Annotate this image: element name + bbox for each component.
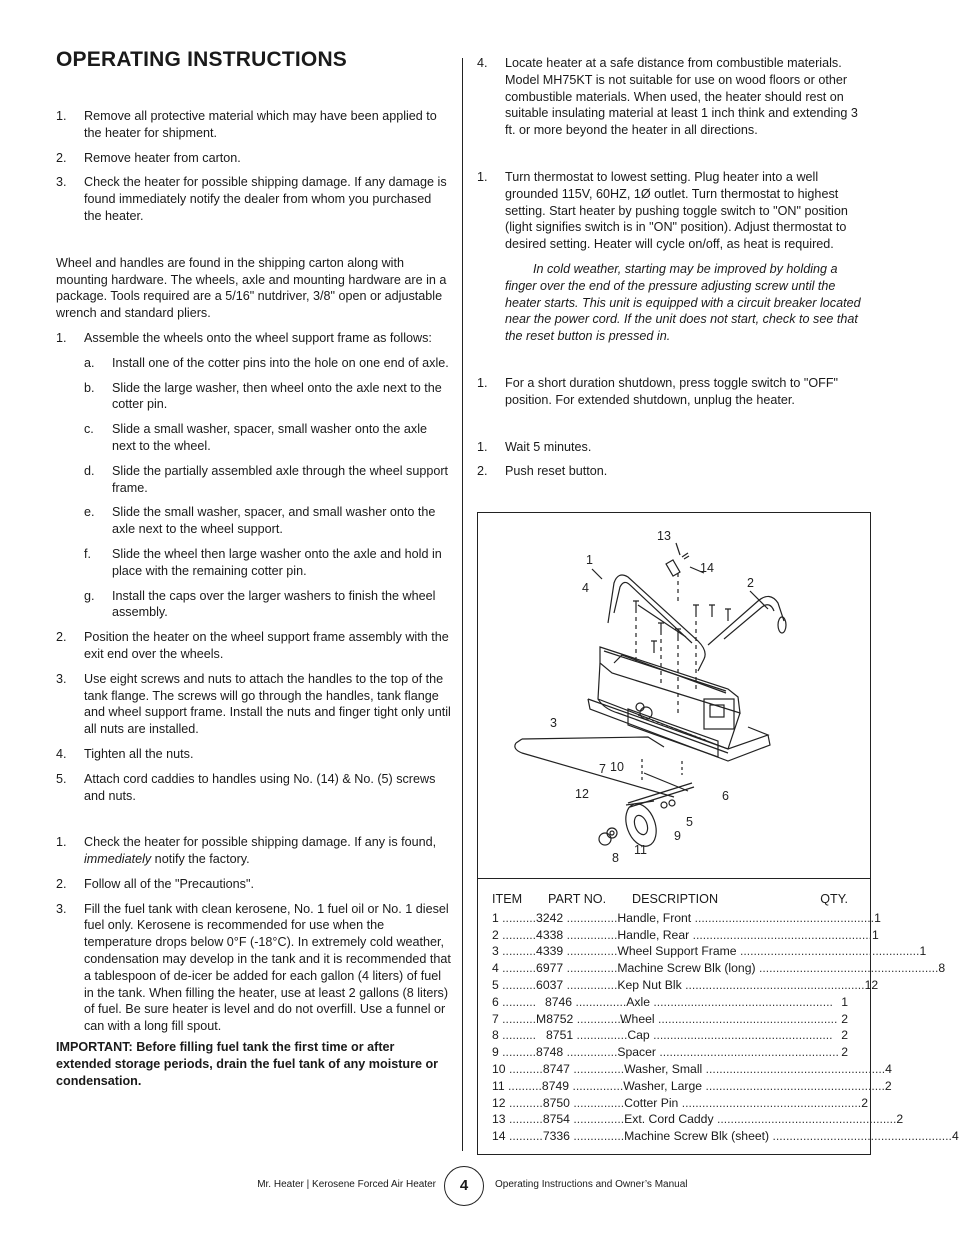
part-item: 4 .......... <box>492 961 537 976</box>
list-item: 2. Follow all of the "Precautions". <box>56 876 254 891</box>
part-item: 9 .......... <box>492 1045 537 1060</box>
svg-text:13: 13 <box>657 529 671 543</box>
part-description: Cap ..................................................... <box>627 1028 833 1043</box>
part-qty: 2 <box>841 1045 848 1060</box>
svg-text:4: 4 <box>582 581 589 595</box>
part-item: 6 .......... <box>492 994 537 1009</box>
part-number: 8754 ............... <box>542 1112 625 1127</box>
part-qty: 2 <box>861 1095 868 1110</box>
part-number: 8748 ............... <box>536 1045 618 1060</box>
assembly-sublist <box>84 355 452 621</box>
important-note: IMPORTANT: Before filling fuel tank the first time or after extended storage periods, drain the fuel tank of any moisture or condensation. <box>56 1040 439 1088</box>
part-number: 7336 ............... <box>542 1129 625 1144</box>
parts-row <box>492 1078 892 1095</box>
part-qty: 2 <box>841 1028 848 1043</box>
part-number: 3242 ............... <box>536 910 618 925</box>
part-qty: 2 <box>896 1112 904 1127</box>
wheel-support-frame <box>515 743 674 797</box>
svg-text:2: 2 <box>747 576 754 590</box>
cap <box>599 833 611 845</box>
part-description: Washer, Small ..................................................... <box>624 1061 886 1076</box>
part-number: 8746 ............... <box>544 994 627 1009</box>
part-number: 8747 ............... <box>542 1061 625 1076</box>
part-number: 4339 ............... <box>536 944 618 959</box>
part-description: Cotter Pin ..................................................... <box>624 1095 862 1110</box>
right-column <box>477 55 869 488</box>
parts-row <box>492 1128 959 1145</box>
part-description: Spacer ..................................................... <box>617 1045 839 1060</box>
list-item: f. Slide the wheel then large washer onto the axle and hold in place with the remaining cotter pin. <box>84 546 442 578</box>
parts-list <box>492 891 959 1145</box>
part-description: Wheel ..................................................... <box>620 1011 838 1026</box>
svg-text:6: 6 <box>722 789 729 803</box>
part-item: 8 .......... <box>492 1028 537 1043</box>
unpacking-list <box>56 108 452 225</box>
parts-row <box>492 1011 848 1028</box>
svg-text:1: 1 <box>586 553 593 567</box>
svg-text:3: 3 <box>550 716 557 730</box>
part-qty: 1 <box>874 910 881 925</box>
fuel-list <box>56 834 452 1035</box>
part-description: Machine Screw Blk (long) ..................................................... <box>617 961 939 976</box>
machine-screws <box>633 573 731 713</box>
part-number: 6977 ............... <box>536 961 618 976</box>
parts-row <box>492 1061 892 1078</box>
page-number: 4 <box>444 1166 484 1206</box>
list-item: 2. Push reset button. <box>477 464 608 479</box>
part-item: 1 .......... <box>492 910 537 925</box>
page-title: OPERATING INSTRUCTIONS <box>56 48 348 71</box>
part-qty: 8 <box>938 961 946 976</box>
part-qty: 4 <box>951 1129 959 1144</box>
part-item: 11 .......... <box>492 1078 542 1093</box>
list-item: 3. Use eight screws and nuts to attach the handles to the top of the tank flange. The screws will go through the handles, tank flange and wheel support frame. Install the nuts and finger tight only until all nuts are installed. <box>56 671 451 737</box>
part-item: 7 .......... <box>492 1011 537 1026</box>
list-item: 1. Wait 5 minutes. <box>477 439 592 454</box>
parts-row <box>492 927 879 944</box>
svg-text:11: 11 <box>634 843 647 857</box>
part-number: 8751 ............... <box>546 1028 628 1043</box>
list-item: g. Install the caps over the larger washers to finish the wheel assembly. <box>84 588 436 620</box>
part-qty: 2 <box>884 1078 892 1093</box>
part-number: M8752 ............... <box>536 1011 628 1026</box>
heater-assembly-diagram <box>478 513 870 879</box>
parts-row <box>492 994 848 1011</box>
footer-left: Mr. Heater | Kerosene Forced Air Heater <box>257 1179 436 1190</box>
part-qty: 4 <box>885 1061 892 1076</box>
svg-text:9: 9 <box>674 829 681 843</box>
part-qty: 1 <box>841 994 848 1009</box>
part-qty: 12 <box>864 977 879 992</box>
column-divider <box>462 58 463 1151</box>
part-number: 4338 ............... <box>536 927 618 942</box>
part-item: 13 .......... <box>492 1112 543 1127</box>
part-description: Kep Nut Blk ..................................................... <box>617 977 865 992</box>
part-qty: 2 <box>841 1011 848 1026</box>
part-description: Axle ..................................................... <box>626 994 833 1009</box>
list-item: d. Slide the partially assembled axle through the wheel support frame. <box>84 463 449 495</box>
part-qty: 1 <box>872 927 879 942</box>
list-item: c. Slide a small washer, spacer, small washer onto the axle next to the wheel. <box>84 422 427 453</box>
part-item: 14 .......... <box>492 1129 543 1144</box>
part-description: Wheel Support Frame ..................................................... <box>617 944 920 959</box>
list-item: 3. Check the heater for possible shipping damage. If any damage is found immediately notify the dealer from whom you purchased the heater. <box>56 175 447 223</box>
assembly-list <box>56 330 452 804</box>
svg-text:10: 10 <box>610 760 624 774</box>
part-description: Handle, Rear ..................................................... <box>617 927 873 942</box>
part-description: Handle, Front ..................................................... <box>617 910 875 925</box>
parts-row <box>492 943 927 960</box>
parts-header: ITEM PART NO. DESCRIPTION QTY. <box>492 892 848 906</box>
svg-text:14: 14 <box>700 561 714 575</box>
part-number: 8749 ............... <box>541 1078 624 1093</box>
list-item: 1. Assemble the wheels onto the wheel support frame as follows: <box>56 330 432 345</box>
svg-text:7: 7 <box>599 762 606 776</box>
part-qty: 1 <box>919 944 927 959</box>
part-description: Machine Screw Blk (sheet) ..................................................... <box>624 1129 952 1144</box>
list-item: 3. Fill the fuel tank with clean kerosene, No. 1 fuel oil or No. 1 diesel fuel only. Kerosene is recommended for use when the temperature drops below 0°F (-18°C). In extremely cold weather, condensation may develop in the tank and it is recommended that a tablespoon of de-icer be added for each gallon (4 liters) of fuel in the tank. When filling the heater, use at least 2 gallons (8 liters) of fuel. Be sure heater is level and do not overfill. Use a funnel or can with a long fill spout. <box>56 901 451 1034</box>
footer-right: Operating Instructions and Owner’s Manual <box>495 1179 688 1190</box>
list-item: 1. For a short duration shutdown, press toggle switch to "OFF" position. For extended shutdown, unplug the heater. <box>477 375 839 407</box>
parts-box <box>477 512 959 1155</box>
list-item: e. Slide the small washer, spacer, and small washer onto the axle next to the wheel support. <box>84 505 436 537</box>
list-item: 1. Turn thermostat to lowest setting. Plug heater into a well grounded 115V, 60HZ, 1Ø outlet. Turn thermostat to highest setting. Start heater by pushing toggle switch to "ON" position (light signifies switch is in "ON" position). Adjust thermostat to desired setting. Heater will cycle on/off, as heat is required. <box>477 169 848 252</box>
svg-text:8: 8 <box>612 851 619 865</box>
svg-text:12: 12 <box>575 787 589 801</box>
parts-row <box>492 1027 848 1044</box>
list-item: 1. Check the heater for possible shipping damage. If any is found, immediately notify the factory. <box>56 835 437 867</box>
list-item: b. Slide the large washer, then wheel onto the axle next to the cotter pin. <box>84 380 442 412</box>
parts-row <box>492 1095 868 1112</box>
list-item: 1. Remove all protective material which may have been applied to the heater for shipment. <box>56 109 437 140</box>
part-item: 10 .......... <box>492 1061 543 1076</box>
wheel-intro: Wheel and handles are found in the shipping carton along with mounting hardware. The wheels, axle and mounting hardware are in a package. Tools required are a 5/16" nutdriver, 3/8" open or adjustable wrench and standard pliers. <box>56 255 447 321</box>
list-item: 2. Position the heater on the wheel support frame assembly with the exit end over the wheels. <box>56 630 449 661</box>
part-description: Ext. Cord Caddy ..................................................... <box>624 1112 897 1127</box>
parts-row <box>492 1111 904 1128</box>
part-item: 12 .......... <box>492 1095 543 1110</box>
part-item: 5 .......... <box>492 977 537 992</box>
part-item: 3 .......... <box>492 944 537 959</box>
list-item: a. Install one of the cotter pins into the hole on one end of axle. <box>84 355 449 370</box>
parts-row <box>492 1044 848 1061</box>
part-number: 6037 ............... <box>536 977 618 992</box>
list-item: 2. Remove heater from carton. <box>56 150 241 165</box>
list-item: 5. Attach cord caddies to handles using No. (14) & No. (5) screws and nuts. <box>56 771 436 803</box>
part-description: Washer, Large ..................................................... <box>623 1078 885 1093</box>
parts-row <box>492 977 879 994</box>
list-item: 4. Locate heater at a safe distance from combustible materials. Model MH75KT is not suitable for use on wood floors or other combustible materials. When used, the heater should rest on suitable insulating material at least 1 inch think and extending 3 ft. or more beyond the heater in all directions. <box>477 56 858 138</box>
part-item: 2 .......... <box>492 927 537 942</box>
parts-row <box>492 910 881 927</box>
svg-text:5: 5 <box>686 815 693 829</box>
cold-weather-note: In cold weather, starting may be improved by holding a finger over the end of the pressure adjusting screw until the heater starts. This unit is equipped with a circuit breaker located near the power cord. If the unit does not start, check to see that the reset button is pressed in. <box>505 261 861 344</box>
left-column <box>56 108 452 1089</box>
parts-row <box>492 960 946 977</box>
cord-caddy <box>666 553 689 576</box>
list-item: 4. Tighten all the nuts. <box>56 746 194 761</box>
part-number: 8750 ............... <box>542 1095 625 1110</box>
